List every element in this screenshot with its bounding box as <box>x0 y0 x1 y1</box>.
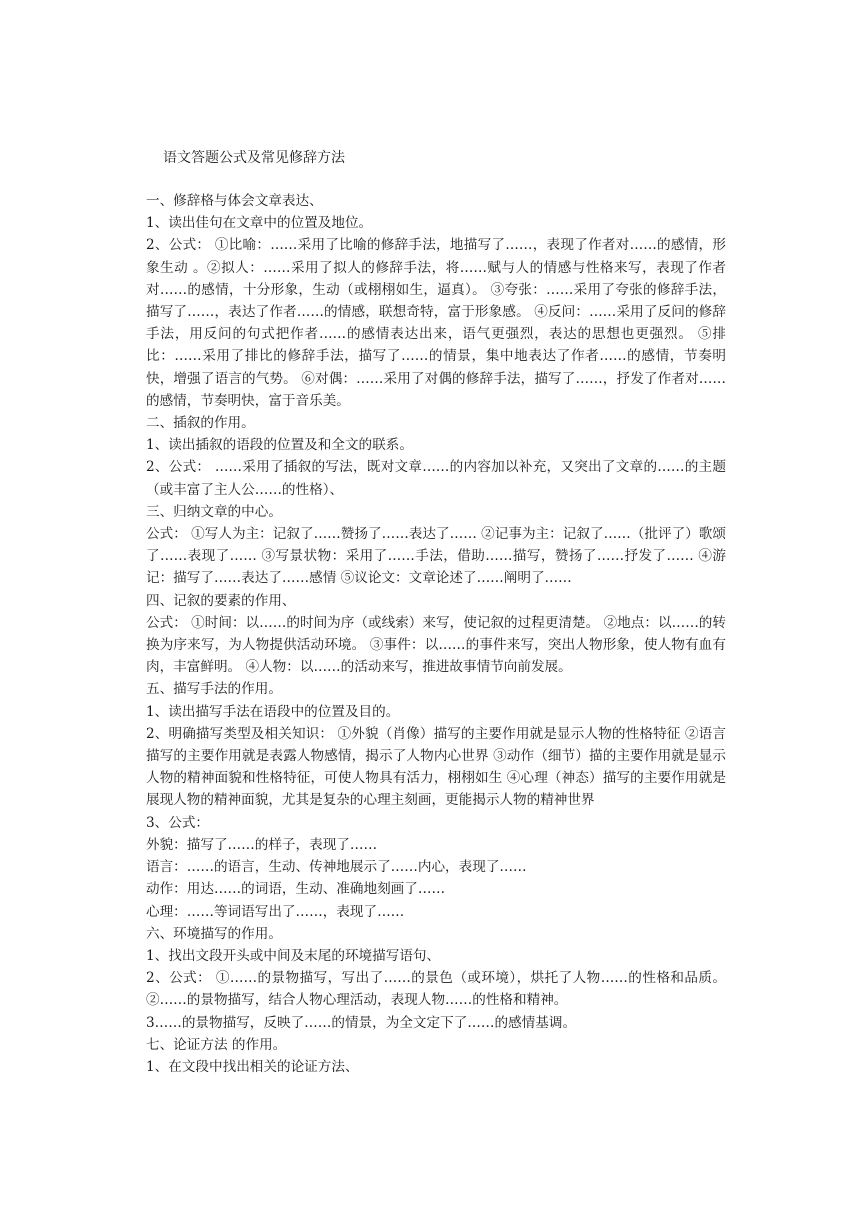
section-heading-rhetoric: 一、修辞格与体会文章表达、 <box>146 193 323 209</box>
formula-paragraph-rhetoric: 2、公式： ①比喻：……采用了比喻的修辞手法，地描写了……，表现了作者对……的感情，形象生动 。②拟人：……采用了拟人的修辞手法，将……赋与人的情感与性格来写，表现了作者对……的感情，十分形象，生动（或栩栩如生，逼真）。 ③夸张：……采用了夸张的修辞手法，描写了……，表达了作者……的情感，联想奇特，富于形象感。 ④反问：……采用了反问的修辞手法，用反问的句式把作者……的感情表达出来，语气更强烈，表达的思想也更强烈。 ⑤排比：……采用了排比的修辞手法，描写了……的情景，集中地表达了作者……的感情，节奏明快，增强了语言的气势。 ⑥对偶：……采用了对偶的修辞手法，描写了……，抒发了作者对……的感情，节奏明快，富于音乐美。 <box>146 237 726 409</box>
formula-paragraph-environment: 2、公式： ①……的景物描写，写出了……的景色（或环境），烘托了人物……的性格和品质。 ②……的景物描写，结合人物心理活动，表现人物……的性格和精神。 <box>146 970 726 1009</box>
section-heading-argument: 七、论证方法 的作用。 <box>146 1036 287 1053</box>
section-heading-flashback: 二、插叙的作用。 <box>146 415 255 432</box>
section-heading-environment: 六、环境描写的作用。 <box>146 925 282 942</box>
formula-line-psychology: 心理：……等词语写出了……，表现了…… <box>146 903 405 920</box>
step-line: 1、读出插叙的语段的位置及和全文的联系。 <box>146 437 413 454</box>
step-line: 1、找出文段开头或中间及末尾的环境描写语句、 <box>146 947 441 964</box>
formula-line-action: 动作：用达……的词语，生动、准确地刻画了…… <box>146 881 446 898</box>
step-line: 3、公式： <box>146 814 210 831</box>
section-heading-narrative-elements: 四、记叙的要素的作用、 <box>146 592 296 609</box>
formula-line-appearance: 外貌：描写了……的样子，表现了…… <box>146 836 378 853</box>
step-line: 1、读出描写手法在语段中的位置及目的。 <box>146 703 400 720</box>
step-line: 1、读出佳句在文章中的位置及地位。 <box>146 215 373 232</box>
section-heading-description: 五、描写手法的作用。 <box>146 681 282 698</box>
formula-paragraph-theme: 公式： ①写人为主：记叙了……赞扬了……表达了…… ②记事为主：记叙了……（批评了）歌颂了……表现了…… ③写景状物：采用了……手法，借助……描写，赞扬了……抒发了…… ④游记：描写了……表达了……感情 ⑤议论文：文章论述了……阐明了…… <box>146 526 726 587</box>
description-types-paragraph: 2、明确描写类型及相关知识： ①外貌（肖像）描写的主要作用就是显示人物的性格特征 ②语言描写的主要作用就是表露人物感情，揭示了人物内心世界 ③动作（细节）描的主要作用就是显示人物的精神面貌和性格特征，可使人物具有活力，栩栩如生 ④心理（神态）描写的主要作用就是展现人物的精神面貌，尤其是复杂的心理主刻画，更能揭示人物的精神世界 <box>146 725 726 809</box>
formula-line-language: 语言：……的语言，生动、传神地展示了……内心，表现了…… <box>146 859 527 876</box>
section-heading-theme: 三、归纳文章的中心。 <box>146 503 282 520</box>
formula-paragraph-narrative-elements: 公式： ①时间：以……的时间为序（或线索）来写，使记叙的过程更清楚。 ②地点：以……的转换为序来写，为人物提供活动环境。 ③事件：以……的事件来写，突出人物形象，使人物有血有肉，丰富鲜明。 ④人物：以……的活动来写，推进故事情节向前发展。 <box>146 614 726 676</box>
formula-paragraph-flashback: 2、公式： ……采用了插叙的写法，既对文章……的内容加以补充，又突出了文章的……的主题（或丰富了主人公……的性格）、 <box>146 459 726 498</box>
step-line: 1、在文段中找出相关的论证方法、 <box>146 1058 359 1075</box>
document-body <box>146 190 726 1078</box>
formula-line-environment-3: 3……的景物描写，反映了……的情景，为全文定下了……的感情基调。 <box>146 1014 577 1031</box>
document-title: 语文答题公式及常见修辞方法 <box>163 150 345 166</box>
